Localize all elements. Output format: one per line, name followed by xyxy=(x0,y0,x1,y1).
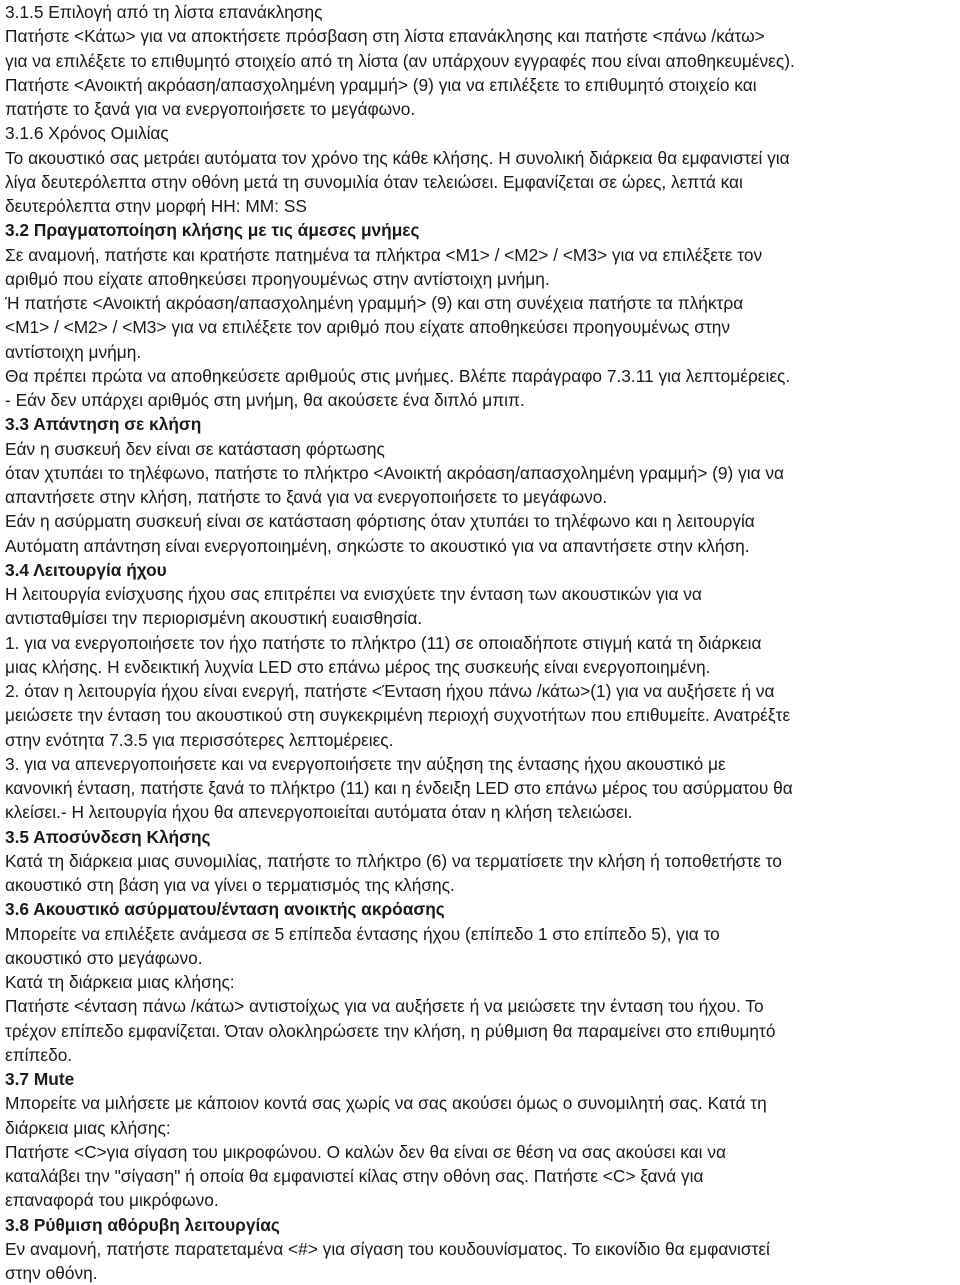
text-line: ακουστικό στη βάση για να γίνει ο τερματισμός της κλήσης. xyxy=(5,875,455,895)
text-line: Κατά τη διάρκεια μιας συνομιλίας, πατήστε το πλήκτρο (6) να τερματίσετε την κλήση ή τοποθετήστε το xyxy=(5,850,782,871)
text-line: 3.1.6 Χρόνος Ομιλίας xyxy=(5,123,169,144)
text-line: Πατήστε <ένταση πάνω /κάτω> αντιστοίχως για να αυξήσετε ή να μειώσετε την ένταση του ήχου. Το xyxy=(5,996,764,1017)
text-line: Πατήστε <Ανοικτή ακρόαση/απασχολημένη γραμμή> (9) για να επιλέξετε το επιθυμητό στοιχείο και xyxy=(5,74,757,95)
section-heading: 3.4 Λειτουργία ήχου xyxy=(5,559,167,580)
text-line: Αυτόματη απάντηση είναι ενεργοποιημένη, σηκώστε το ακουστικό για να απαντήσετε στην κλήση. xyxy=(5,535,750,556)
text-line: επίπεδο. xyxy=(5,1044,73,1065)
text-line: αντισταθμίσει την περιορισμένη ακουστική ευαισθησία. xyxy=(5,608,423,629)
text-line: 1. για να ενεργοποιήσετε τον ήχο πατήστε το πλήκτρο (11) σε οποιαδήποτε στιγμή κατά τη διάρκεια xyxy=(5,632,762,653)
text-line: Κατά τη διάρκεια μιας κλήσης: xyxy=(5,972,235,992)
text-line: αριθμό που είχατε αποθηκεύσει προηγουμένως στην αντίστοιχη μνήμη. xyxy=(5,268,550,289)
text-line: Η λειτουργία ενίσχυσης ήχου σας επιτρέπει να ενισχύετε την ένταση των ακουστικών για να xyxy=(5,584,702,604)
text-line: 3. για να απενεργοποιήσετε και να ενεργοποιήσετε την αύξηση της έντασης ήχου ακουστικό με xyxy=(5,753,726,774)
text-line: - Εάν δεν υπάρχει αριθμός στη μνήμη, θα ακούσετε ένα διπλό μπιπ. xyxy=(5,390,525,410)
text-line: στην οθόνη. xyxy=(5,1263,98,1283)
text-line: για να επιλέξετε το επιθυμητό στοιχείο από τη λίστα (αν υπάρχουν εγγραφές που είναι αποθηκευμένες). xyxy=(5,50,795,71)
text-line: κανονική ένταση, πατήστε ξανά το πλήκτρο (11) και η ένδειξη LED στο επάνω μέρος του ασύρματου θα xyxy=(5,778,793,798)
text-line: λίγα δευτερόλεπτα στην οθόνη μετά τη συνομιλία όταν τελειώσει. Εμφανίζεται σε ώρες, λεπτά και xyxy=(5,171,743,192)
text-line: Το ακουστικό σας μετράει αυτόματα τον χρόνο της κάθε κλήσης. Η συνολική διάρκεια θα εμφανιστεί για xyxy=(5,147,790,168)
text-line: Εάν η συσκευή δεν είναι σε κατάσταση φόρτωσης xyxy=(5,438,385,459)
text-line: Ή πατήστε <Ανοικτή ακρόαση/απασχολημένη γραμμή> (9) και στη συνέχεια πατήστε τα πλήκτρα xyxy=(5,293,744,313)
text-line: 2. όταν η λειτουργία ήχου είναι ενεργή, πατήστε <Ένταση ήχου πάνω /κάτω>(1) για να αυξήσετε ή να xyxy=(5,681,775,701)
text-line: Μπορείτε να επιλέξετε ανάμεσα σε 5 επίπεδα έντασης ήχου (επίπεδο 1 στο επίπεδο 5), για το xyxy=(5,923,720,944)
text-line: Πατήστε <Κάτω> για να αποκτήσετε πρόσβαση στη λίστα επανάκλησης και πατήστε <πάνω /κάτω> xyxy=(5,26,765,47)
text-line: διάρκεια μιας κλήσης: xyxy=(5,1117,171,1138)
text-line: μειώσετε την ένταση του ακουστικού στη συγκεκριμένη περιοχή συχνοτήτων που επιθυμείτε. Ανατρέξτε xyxy=(5,705,791,726)
text-line: ακουστικό στο μεγάφωνο. xyxy=(5,947,203,968)
text-line: Σε αναμονή, πατήστε και κρατήστε πατημένα τα πλήκτρα <M1> / <M2> / <M3> για να επιλέξετε τον xyxy=(5,244,763,265)
section-heading: 3.8 Ρύθμιση αθόρυβη λειτουργίας xyxy=(5,1214,280,1235)
text-line: τρέχον επίπεδο εμφανίζεται. Όταν ολοκληρώσετε την κλήση, η ρύθμιση θα παραμείνει στο επιθυμητό xyxy=(5,1020,776,1041)
text-line: 3.1.5 Επιλογή από τη λίστα επανάκλησης xyxy=(5,2,323,22)
text-line: όταν χτυπάει το τηλέφωνο, πατήστε το πλήκτρο <Ανοικτή ακρόαση/απασχολημένη γραμμή> (9) για να xyxy=(5,462,785,483)
text-line: μιας κλήσης. Η ενδεικτική λυχνία LED στο επάνω μέρος της συσκευής είναι ενεργοποιημένη. xyxy=(5,656,711,677)
section-heading: 3.6 Ακουστικό ασύρματου/ένταση ανοικτής ακρόασης xyxy=(5,899,445,920)
section-heading: 3.7 Mute xyxy=(5,1069,75,1089)
text-line: αντίστοιχη μνήμη. xyxy=(5,341,142,362)
text-line: Πατήστε <C>για σίγαση του μικροφώνου. Ο καλών δεν θα είναι σε θέση να σας ακούσει και να xyxy=(5,1141,726,1162)
text-line: δευτερόλεπτα στην μορφή HH: MM: SS xyxy=(5,196,307,216)
section-heading: 3.2 Πραγματοποίηση κλήσης με τις άμεσες μνήμες xyxy=(5,220,420,241)
text-line: επαναφορά του μικρόφωνο. xyxy=(5,1190,219,1211)
section-heading: 3.3 Απάντηση σε κλήση xyxy=(5,414,202,435)
text-line: καταλάβει την "σίγαση" ή οποία θα εμφανιστεί κίλας στην οθόνη σας. Πατήστε <C> ξανά για xyxy=(5,1166,704,1186)
text-line: κλείσει.- Η λειτουργία ήχου θα απενεργοποιείται αυτόματα όταν η κλήση τελειώσει. xyxy=(5,802,633,823)
text-line: Θα πρέπει πρώτα να αποθηκεύσετε αριθμούς στις μνήμες. Βλέπε παράγραφο 7.3.11 για λεπτομέρειες. xyxy=(5,365,791,386)
text-line: απαντήσετε στην κλήση, πατήστε το ξανά για να ενεργοποιήσετε το μεγάφωνο. xyxy=(5,487,608,507)
text-line: Μπορείτε να μιλήσετε με κάποιον κοντά σας χωρίς να σας ακούσει όμως ο συνομιλητή σας. Κατά τη xyxy=(5,1093,767,1114)
text-line: Εν αναμονή, πατήστε παρατεταμένα <#> για σίγαση του κουδουνίσματος. Το εικονίδιο θα εμφανιστεί xyxy=(5,1238,770,1259)
text-line: <M1> / <M2> / <M3> για να επιλέξετε τον αριθμό που είχατε αποθηκεύσει προηγουμένως στην xyxy=(5,317,731,338)
text-line: στην ενότητα 7.3.5 για περισσότερες λεπτομέρειες. xyxy=(5,729,394,750)
text-line: πατήστε το ξανά για να ενεργοποιήσετε το μεγάφωνο. xyxy=(5,99,416,119)
text-line: Εάν η ασύρματη συσκευή είναι σε κατάσταση φόρτισης όταν χτυπάει το τηλέφωνο και η λειτουργία xyxy=(5,511,755,532)
section-heading: 3.5 Αποσύνδεση Κλήσης xyxy=(5,826,211,847)
